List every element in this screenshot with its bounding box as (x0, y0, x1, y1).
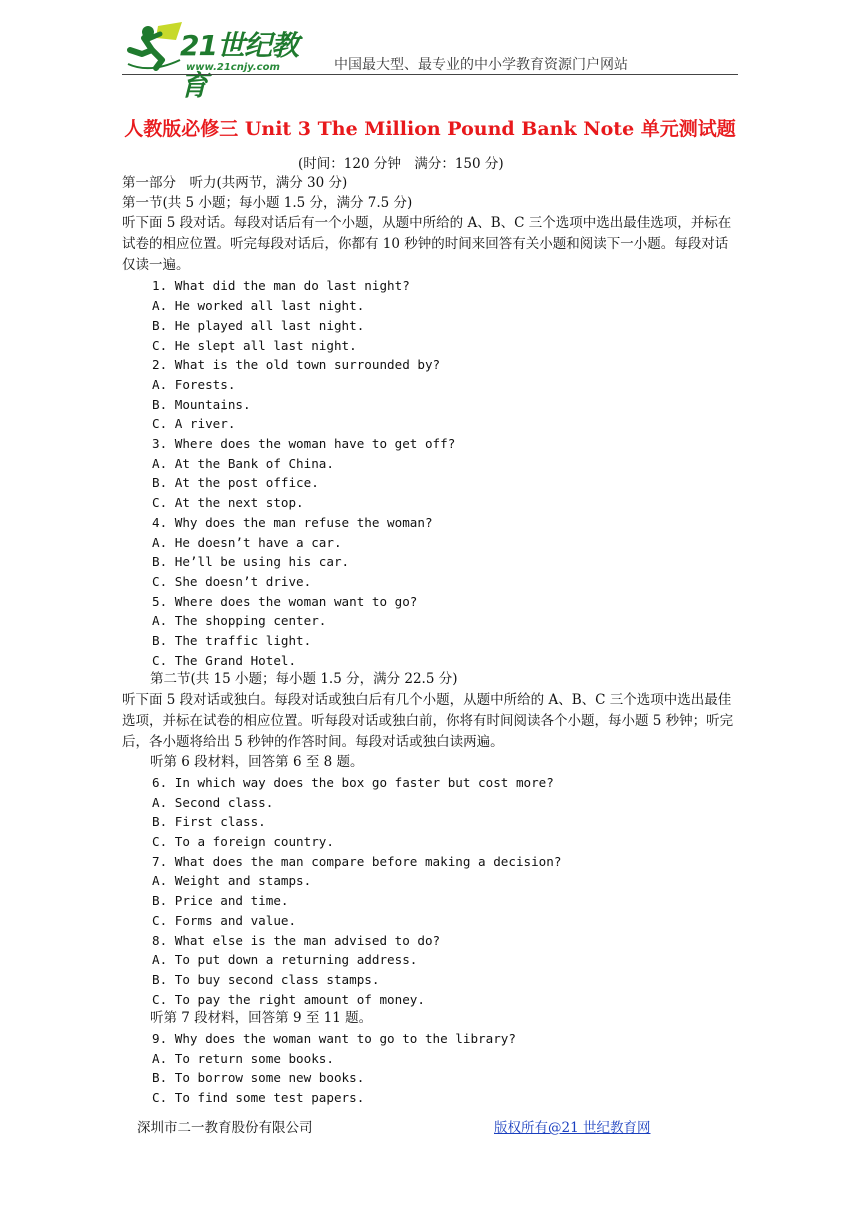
question-line: 6. In which way does the box go faster but cost more? (152, 774, 554, 790)
question-line: C. He slept all last night. (152, 337, 357, 353)
question-line: B. He played all last night. (152, 317, 365, 333)
logo-url[interactable]: www.21cnjy.com (186, 62, 280, 73)
question-line: 4. Why does the man refuse the woman? (152, 514, 433, 530)
question-line: B. Price and time. (152, 893, 289, 909)
runner-logo-icon (122, 20, 184, 72)
question-line: C. A river. (152, 416, 236, 432)
document-title: 人教版必修三 Unit 3 The Million Pound Bank Note 单元测试题 (124, 118, 736, 140)
question-line: A. Second class. (152, 794, 274, 810)
question-line: B. The traffic light. (152, 633, 312, 649)
question-line: A. At the Bank of China. (152, 455, 334, 471)
question-line: B. First class. (152, 814, 266, 830)
question-line: 5. Where does the woman want to go? (152, 593, 418, 609)
logo-text: 21世纪教育 (180, 29, 298, 102)
question-line: B. To borrow some new books. (152, 1070, 365, 1086)
instruction-paragraph: 听下面 5 段对话或独白。每段对话或独白后有几个小题，从题中所给的 A、B、C 三个选项中选出最佳选项，并标在试卷的相应位置。听每段对话或独白前，你将有时间阅读各个小题，每小题 5 秒钟；听完后，各小题将给出 5 秒钟的作答时间。每段对话或独白读两遍。 (122, 692, 734, 751)
question-line: A. He worked all last night. (152, 298, 365, 314)
question-line: A. Weight and stamps. (152, 873, 312, 889)
section-heading: 第一部分 听力(共两节，满分 30 分) (122, 175, 348, 191)
question-line: 8. What else is the man advised to do? (152, 932, 441, 948)
header-slogan: 中国最大型、最专业的中小学教育资源门户网站 (334, 57, 628, 73)
section-heading: 听第 7 段材料，回答第 9 至 11 题。 (150, 1010, 373, 1027)
question-line: 3. Where does the woman have to get off? (152, 436, 456, 452)
question-line: C. At the next stop. (152, 495, 304, 511)
question-line: C. She doesn’t drive. (152, 573, 312, 589)
header-divider (122, 74, 738, 75)
section-heading: 听第 6 段材料，回答第 6 至 8 题。 (150, 754, 364, 771)
question-line: C. To find some test papers. (152, 1090, 365, 1106)
instruction-paragraph: 听下面 5 段对话。每段对话后有一个小题，从题中所给的 A、B、C 三个选项中选出最佳选项，并标在试卷的相应位置。听完每段对话后，你都有 10 秒钟的时间来回答有关小题和阅读下一小题。每段对话仅读一遍。 (122, 215, 732, 274)
question-line: C. To a foreign country. (152, 833, 334, 849)
question-line: C. The Grand Hotel. (152, 652, 297, 668)
question-line: B. He’ll be using his car. (152, 554, 350, 570)
question-line: 1. What did the man do last night? (152, 278, 410, 294)
section-heading: 第二节(共 15 小题；每小题 1.5 分，满分 22.5 分) (150, 671, 458, 688)
question-line: A. He doesn’t have a car. (152, 534, 342, 550)
question-line: B. At the post office. (152, 475, 319, 491)
question-line: 7. What does the man compare before making a decision? (152, 853, 562, 869)
section-heading: 第一节(共 5 小题；每小题 1.5 分，满分 7.5 分) (122, 194, 413, 211)
question-line: C. Forms and value. (152, 912, 297, 928)
document-body (122, 174, 740, 1108)
question-line: B. To buy second class stamps. (152, 971, 380, 987)
question-line: A. To return some books. (152, 1050, 334, 1066)
question-line: A. To put down a returning address. (152, 952, 418, 968)
footer-copyright-link[interactable]: 版权所有@21 世纪教育网 (494, 1120, 651, 1136)
page-footer (0, 1116, 860, 1140)
page-header (122, 14, 738, 102)
footer-company: 深圳市二一教育股份有限公司 (137, 1120, 313, 1136)
question-line: C. To pay the right amount of money. (152, 991, 425, 1007)
site-logo[interactable] (122, 20, 322, 102)
question-line: 9. Why does the woman want to go to the library? (152, 1031, 516, 1047)
exam-meta: (时间：120 分钟 满分：150 分) (298, 156, 504, 172)
question-line: A. Forests. (152, 376, 236, 392)
question-line: A. The shopping center. (152, 613, 327, 629)
question-line: B. Mountains. (152, 396, 251, 412)
question-line: 2. What is the old town surrounded by? (152, 357, 441, 373)
